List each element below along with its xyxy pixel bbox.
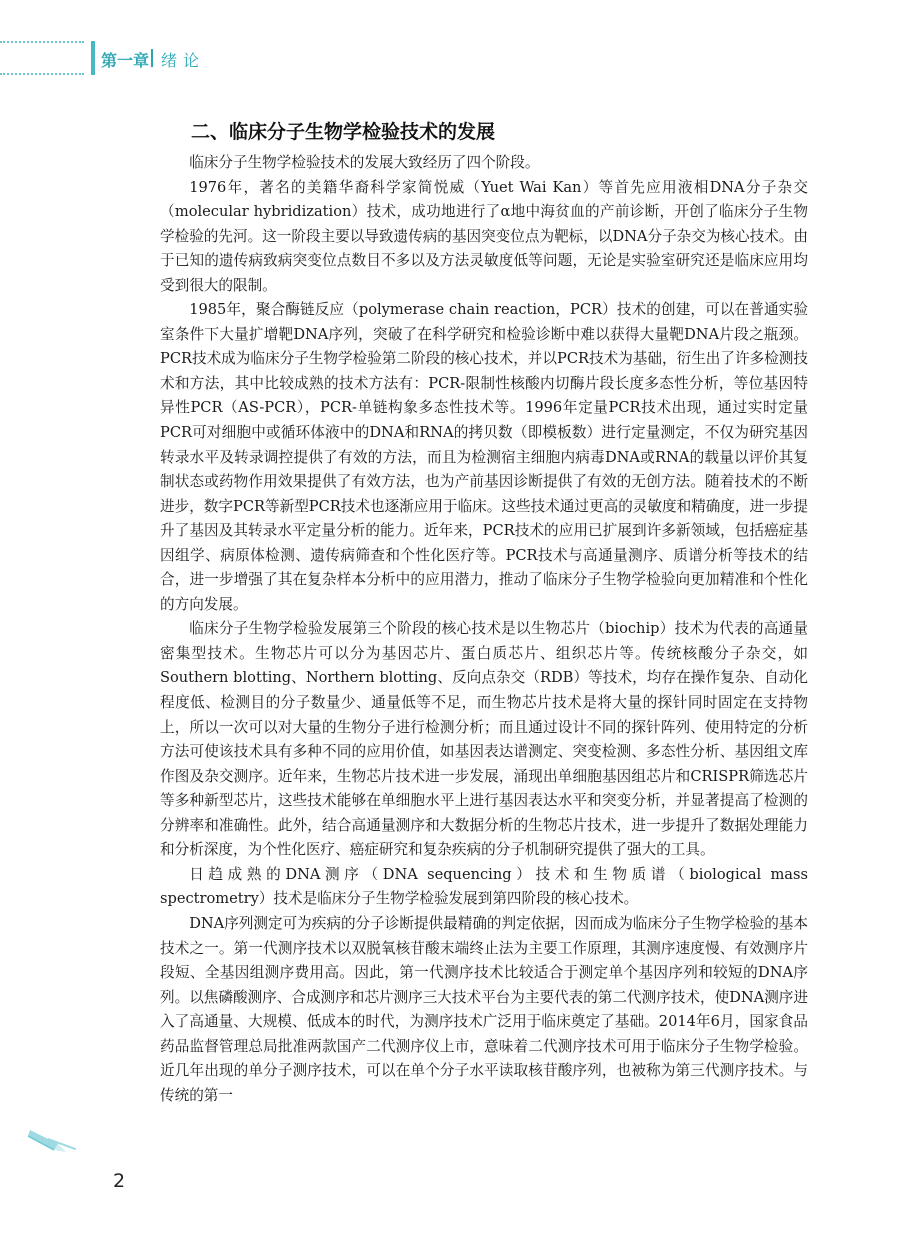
paragraph-4: 临床分子生物学检验发展第三个阶段的核心技术是以生物芯片（biochip）技术为代表的高通量密集型技术。生物芯片可以分为基因芯片、蛋白质芯片、组织芯片等。传统核酸分子杂交，如Southern blotting、Northern blotting、反向点杂交（RDB）等技术，均存在操作复杂、自动化程度低、检测目的分子数量少、通量低等不足，而生物芯片技术是将大量的探针同时固定在支持物上，所以一次可以对大量的生物分子进行检测分析；而且通过设计不同的探针阵列、使用特定的分析方法可使该技术具有多种不同的应用价值，如基因表达谱测定、突变检测、多态性分析、基因组文库作图及杂交测序。近年来，生物芯片技术进一步发展，涌现出单细胞基因组芯片和CRISPR筛选芯片等多种新型芯片，这些技术能够在单细胞水平上进行基因表达水平和突变分析，并显著提高了检测的分辨率和准确性。此外，结合高通量测序和大数据分析的生物芯片技术，进一步提升了数据处理能力和分析深度，为个性化医疗、癌症研究和复杂疾病的分子机制研究提供了强大的工具。 bbox=[160, 620, 808, 859]
body-text bbox=[160, 151, 808, 1108]
header-chapter-label: 第一章 bbox=[101, 51, 150, 70]
header-separator bbox=[151, 49, 153, 67]
paragraph-3: 1985年，聚合酶链反应（polymerase chain reaction，PCR）技术的创建，可以在普通实验室条件下大量扩增靶DNA序列，突破了在科学研究和检验诊断中难以获得大量靶DNA片段之瓶颈。PCR技术成为临床分子生物学检验第二阶段的核心技术，并以PCR技术为基础，衍生出了许多检测技术和方法，其中比较成熟的技术方法有：PCR-限制性核酸内切酶片段长度多态性分析，等位基因特异性PCR（AS-PCR），PCR-单链构象多态性技术等。1996年定量PCR技术出现，通过实时定量PCR可对细胞中或循环体液中的DNA和RNA的拷贝数（即模板数）进行定量测定，不仅为研究基因转录水平及转录调控提供了有效的方法，而且为检测宿主细胞内病毒DNA或RNA的载量以评价其复制状态或药物作用效果提供了有效方法，也为产前基因诊断提供了有效的无创方法。随着技术的不断进步，数字PCR等新型PCR技术也逐渐应用于临床。这些技术通过更高的灵敏度和精确度，进一步提升了基因及其转录水平定量分析的能力。近年来，PCR技术的应用已扩展到许多新领域，包括癌症基因组学、病原体检测、遗传病筛查和个性化医疗等。PCR技术与高通量测序、质谱分析等技术的结合，进一步增强了其在复杂样本分析中的应用潜力，推动了临床分子生物学检验向更加精准和个性化的方向发展。 bbox=[160, 301, 808, 613]
section-heading: 二、临床分子生物学检验技术的发展 bbox=[191, 121, 496, 143]
paragraph-2: 1976年，著名的美籍华裔科学家简悦威（Yuet Wai Kan）等首先应用液相DNA分子杂交（molecular hybridization）技术，成功地进行了α地中海贫血的产前诊断，开创了临床分子生物学检验的先河。这一阶段主要以导致遗传病的基因突变位点为靶标，以DNA分子杂交为核心技术。由于已知的遗传病致病突变位点数目不多以及方法灵敏度低等问题，无论是实验室研究还是临床应用均受到很大的限制。 bbox=[160, 178, 808, 294]
page-number: 2 bbox=[113, 1170, 126, 1192]
header-accent-bar bbox=[91, 41, 95, 75]
paragraph-6: DNA序列测定可为疾病的分子诊断提供最精确的判定依据，因而成为临床分子生物学检验的基本技术之一。第一代测序技术以双脱氧核苷酸末端终止法为主要工作原理，其测序速度慢、有效测序片段短、全基因组测序费用高。因此，第一代测序技术比较适合于测定单个基因序列和较短的DNA序列。以焦磷酸测序、合成测序和芯片测序三大技术平台为主要代表的第二代测序技术，使DNA测序进入了高通量、大规模、低成本的时代，为测序技术广泛用于临床奠定了基础。2014年6月，国家食品药品监督管理总局批准两款国产二代测序仪上市，意味着二代测序技术可用于临床分子生物学检验。近几年出现的单分子测序技术，可以在单个分子水平读取核苷酸序列，也被称为第三代测序技术。与传统的第一 bbox=[160, 914, 808, 1104]
pencil-decoration-icon bbox=[28, 1126, 80, 1160]
header-dotted-mark bbox=[0, 41, 84, 75]
header-chapter-title: 绪论 bbox=[161, 51, 206, 70]
paragraph-1: 临床分子生物学检验技术的发展大致经历了四个阶段。 bbox=[189, 154, 540, 171]
paragraph-5: 日趋成熟的DNA测序（DNA sequencing）技术和生物质谱（biological mass spectrometry）技术是临床分子生物学检验发展到第四阶段的核心技术。 bbox=[160, 865, 808, 908]
